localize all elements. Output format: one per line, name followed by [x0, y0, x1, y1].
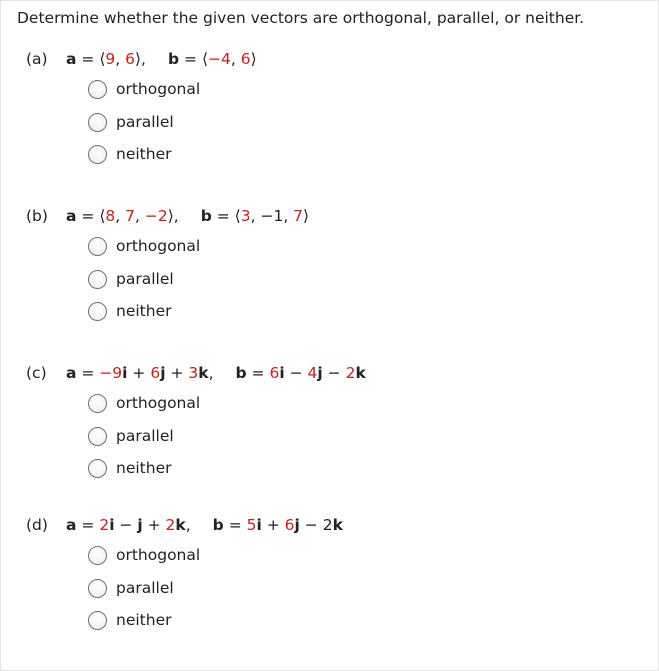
- part-b-option-orthogonal[interactable]: [88, 237, 646, 270]
- component: −1: [260, 207, 284, 225]
- equals-sign: =: [246, 364, 270, 382]
- part-b-option-neither[interactable]: [88, 302, 646, 335]
- question-prompt: Determine whether the given vectors are orthogonal, parallel, or neither.: [17, 9, 585, 27]
- part-a-option-neither[interactable]: [88, 145, 646, 178]
- unit-vector: i: [279, 364, 285, 382]
- equals-sign: =: [76, 364, 100, 382]
- part-a-label: (a): [26, 50, 48, 68]
- vector-a-name: a: [66, 364, 77, 382]
- coefficient: −9: [99, 364, 123, 382]
- part-a-options: [88, 80, 646, 178]
- option-label: neither: [116, 611, 172, 629]
- part-d-option-parallel[interactable]: [88, 579, 646, 612]
- option-label: orthogonal: [116, 546, 201, 564]
- vector-b-name: b: [235, 364, 247, 382]
- separator: ,: [173, 207, 179, 225]
- separator: ,: [283, 207, 294, 225]
- radio-button[interactable]: [88, 145, 107, 164]
- component: −4: [208, 50, 231, 68]
- separator: ,: [141, 50, 146, 68]
- separator: ,: [208, 364, 214, 382]
- part-a-vectors: [26, 48, 646, 70]
- part-b-vectors: [26, 205, 646, 227]
- part-c-option-parallel[interactable]: [88, 427, 646, 460]
- part-d-option-neither[interactable]: [88, 611, 646, 644]
- component: 8: [105, 207, 116, 225]
- operator: − 2: [299, 516, 333, 534]
- part-d-option-orthogonal[interactable]: [88, 546, 646, 579]
- part-c-vectors: [26, 362, 646, 384]
- part-c-option-neither[interactable]: [88, 459, 646, 492]
- separator: ,: [115, 50, 126, 68]
- unit-vector: k: [175, 516, 186, 534]
- radio-button[interactable]: [88, 611, 107, 630]
- vector-b-name: b: [200, 207, 212, 225]
- option-label: parallel: [116, 426, 174, 445]
- equals-sign: =: [76, 516, 100, 534]
- coefficient: 2: [345, 364, 356, 382]
- component: 3: [240, 207, 251, 225]
- radio-button[interactable]: [88, 459, 107, 478]
- coefficient: 2: [99, 516, 110, 534]
- operator: −: [284, 364, 308, 382]
- part-c-options: [88, 394, 646, 492]
- unit-vector: j: [160, 364, 166, 382]
- coefficient: 6: [284, 516, 295, 534]
- unit-vector: j: [137, 516, 143, 534]
- operator: −: [322, 364, 346, 382]
- operator: +: [127, 364, 151, 382]
- coefficient: 5: [246, 516, 257, 534]
- vector-b-name: b: [212, 516, 224, 534]
- unit-vector: j: [317, 364, 323, 382]
- option-label: parallel: [116, 269, 174, 288]
- radio-button[interactable]: [88, 113, 107, 132]
- part-d: [26, 514, 646, 644]
- unit-vector: k: [332, 516, 343, 534]
- part-a-option-orthogonal[interactable]: [88, 80, 646, 113]
- part-d-label: (d): [26, 516, 48, 534]
- vector-a-name: a: [66, 50, 77, 68]
- part-b: [26, 205, 646, 335]
- option-label: orthogonal: [116, 237, 201, 255]
- part-b-options: [88, 237, 646, 335]
- option-label: parallel: [116, 112, 174, 131]
- radio-button[interactable]: [88, 394, 107, 413]
- part-b-label: (b): [26, 207, 48, 225]
- part-c-option-orthogonal[interactable]: [88, 394, 646, 427]
- part-c-label: (c): [26, 364, 47, 382]
- operator: +: [261, 516, 285, 534]
- part-a-option-parallel[interactable]: [88, 113, 646, 146]
- radio-button[interactable]: [88, 427, 107, 446]
- angle-close: ⟩: [167, 207, 174, 225]
- radio-button[interactable]: [88, 546, 107, 565]
- angle-close: ⟩: [134, 50, 142, 68]
- option-label: parallel: [116, 578, 174, 597]
- separator: ,: [230, 50, 241, 68]
- angle-close: ⟩: [303, 207, 310, 225]
- radio-button[interactable]: [88, 237, 107, 256]
- unit-vector: j: [294, 516, 300, 534]
- equals-sign: =: [179, 50, 202, 68]
- angle-open: ⟨: [201, 50, 208, 68]
- option-label: orthogonal: [116, 80, 201, 98]
- option-label: neither: [116, 459, 172, 477]
- coefficient: 6: [150, 364, 161, 382]
- radio-button[interactable]: [88, 579, 107, 598]
- separator: ,: [115, 207, 126, 225]
- coefficient: 4: [307, 364, 318, 382]
- component: 9: [105, 50, 116, 68]
- separator: ,: [134, 207, 145, 225]
- angle-close: ⟩: [250, 50, 257, 68]
- unit-vector: i: [256, 516, 262, 534]
- part-b-option-parallel[interactable]: [88, 270, 646, 303]
- separator: ,: [250, 207, 261, 225]
- equals-sign: =: [76, 50, 100, 68]
- angle-open: ⟨: [99, 50, 106, 68]
- unit-vector: i: [122, 364, 128, 382]
- coefficient: 6: [269, 364, 280, 382]
- unit-vector: k: [198, 364, 209, 382]
- part-a: [26, 48, 646, 178]
- radio-button[interactable]: [88, 302, 107, 321]
- unit-vector: k: [355, 364, 366, 382]
- unit-vector: i: [109, 516, 115, 534]
- component: −2: [144, 207, 168, 225]
- vector-a-name: a: [66, 207, 77, 225]
- part-d-options: [88, 546, 646, 644]
- component: 7: [125, 207, 135, 225]
- operator: −: [114, 516, 138, 534]
- radio-button[interactable]: [88, 80, 107, 99]
- option-label: orthogonal: [116, 394, 201, 412]
- component: 7: [293, 207, 304, 225]
- angle-open: ⟨: [234, 207, 241, 225]
- vector-b-name: b: [167, 50, 180, 68]
- component: 6: [240, 50, 251, 68]
- operator: +: [142, 516, 166, 534]
- equals-sign: =: [76, 207, 100, 225]
- option-label: neither: [116, 302, 172, 320]
- equals-sign: =: [223, 516, 247, 534]
- part-d-vectors: [26, 514, 646, 536]
- angle-open: ⟨: [99, 207, 106, 225]
- separator: ,: [185, 516, 191, 534]
- equals-sign: =: [211, 207, 235, 225]
- component: 6: [125, 50, 135, 68]
- coefficient: 2: [165, 516, 176, 534]
- coefficient: 3: [188, 364, 199, 382]
- operator: +: [165, 364, 189, 382]
- radio-button[interactable]: [88, 270, 107, 289]
- option-label: neither: [116, 145, 172, 163]
- part-c: [26, 362, 646, 492]
- vector-a-name: a: [66, 516, 77, 534]
